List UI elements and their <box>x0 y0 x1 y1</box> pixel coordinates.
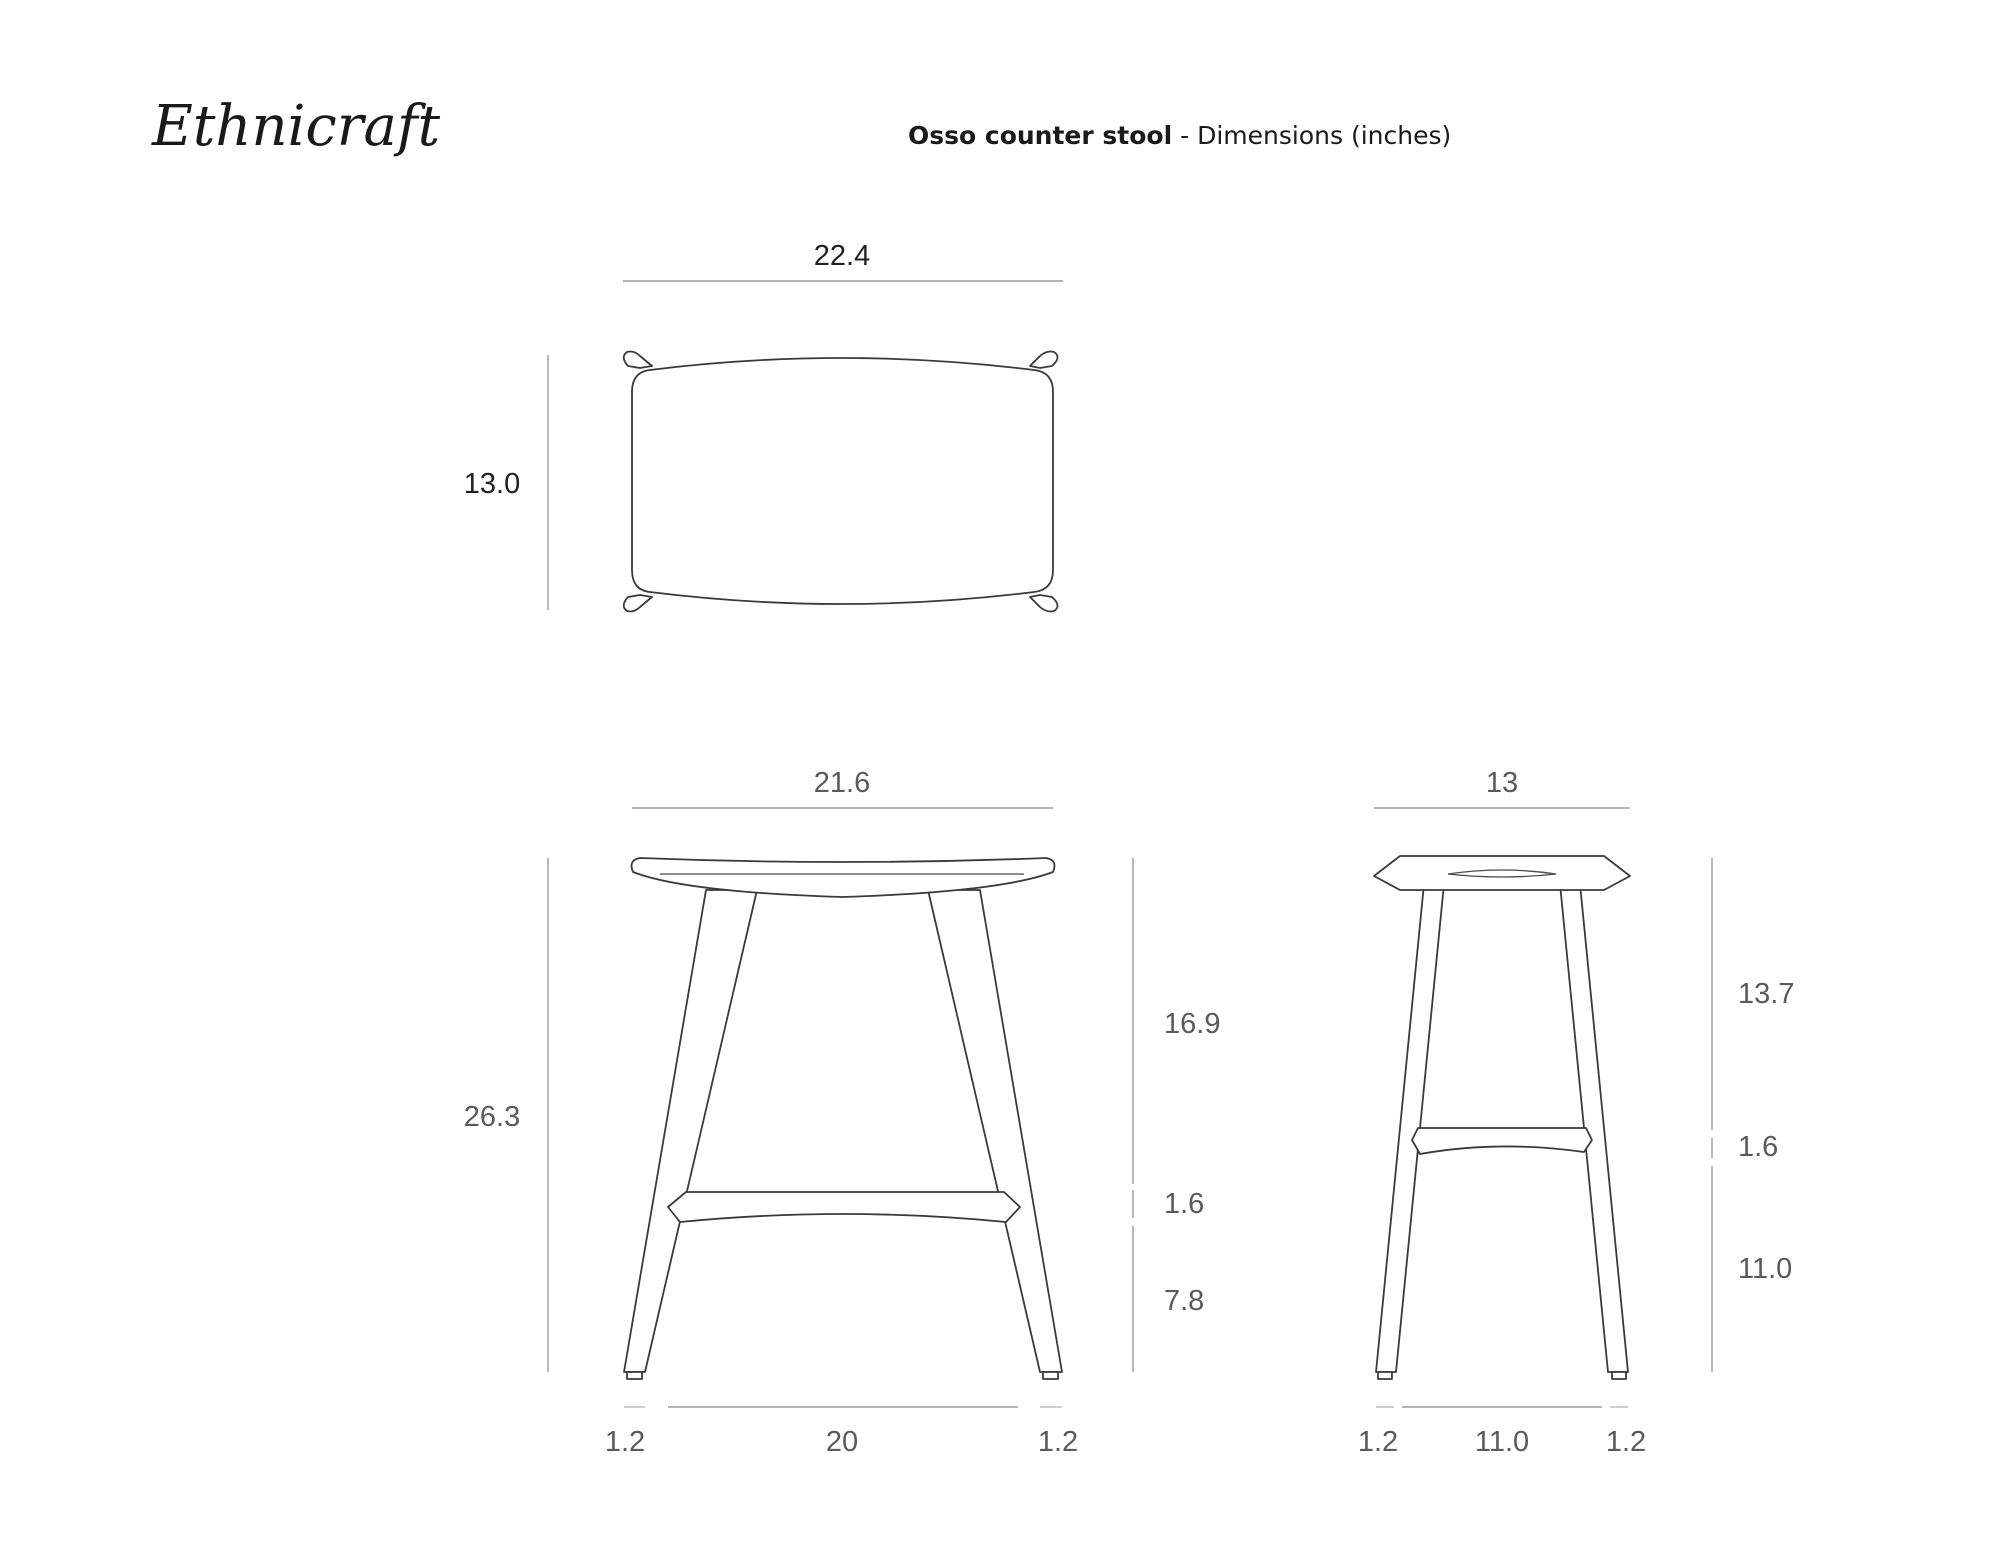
front-upper-height-label: 16.9 <box>1164 1008 1221 1040</box>
top-view <box>464 240 1063 612</box>
top-depth-label: 13.0 <box>463 468 521 500</box>
leg-tip-bottom-left <box>624 595 652 612</box>
side-right-foot <box>1612 1372 1626 1379</box>
side-foot-span-label: 11.0 <box>1474 1426 1530 1458</box>
side-rail-height-label: 1.6 <box>1738 1131 1779 1163</box>
front-left-foot <box>627 1372 642 1379</box>
front-seat <box>632 858 1055 897</box>
seat-top-outline <box>632 358 1053 604</box>
side-left-foot <box>1378 1372 1392 1379</box>
side-footrest-rail <box>1412 1128 1592 1154</box>
product-name: Osso counter stool <box>908 121 1173 150</box>
side-seat-width-label: 13 <box>1485 767 1519 799</box>
leg-tip-top-left <box>624 352 652 369</box>
front-lower-height-label: 7.8 <box>1164 1285 1205 1317</box>
brand-logo: Ethnicraft <box>152 94 441 159</box>
front-total-height-label: 26.3 <box>463 1101 521 1133</box>
side-upper-height-label: 13.7 <box>1738 978 1795 1010</box>
title-suffix: - Dimensions (inches) <box>1172 121 1452 150</box>
side-view <box>1358 767 1795 1458</box>
front-left-leg <box>624 890 757 1372</box>
front-rail-height-label: 1.6 <box>1164 1188 1205 1220</box>
front-foot-span-label: 20 <box>825 1426 859 1458</box>
side-foot-left-label: 1.2 <box>1357 1426 1399 1458</box>
front-view <box>464 767 1221 1458</box>
side-seat <box>1374 856 1630 890</box>
leg-tip-bottom-right <box>1030 595 1058 612</box>
page-title <box>908 121 1451 150</box>
leg-tip-top-right <box>1030 352 1058 369</box>
front-foot-right-label: 1.2 <box>1037 1426 1079 1458</box>
top-width-label: 22.4 <box>813 240 871 272</box>
front-right-leg <box>928 890 1062 1372</box>
side-foot-right-label: 1.2 <box>1605 1426 1647 1458</box>
front-footrest-rail <box>668 1192 1020 1222</box>
front-foot-left-label: 1.2 <box>604 1426 646 1458</box>
side-lower-height-label: 11.0 <box>1738 1253 1793 1285</box>
front-seat-width-label: 21.6 <box>813 767 871 799</box>
front-right-foot <box>1043 1372 1058 1379</box>
